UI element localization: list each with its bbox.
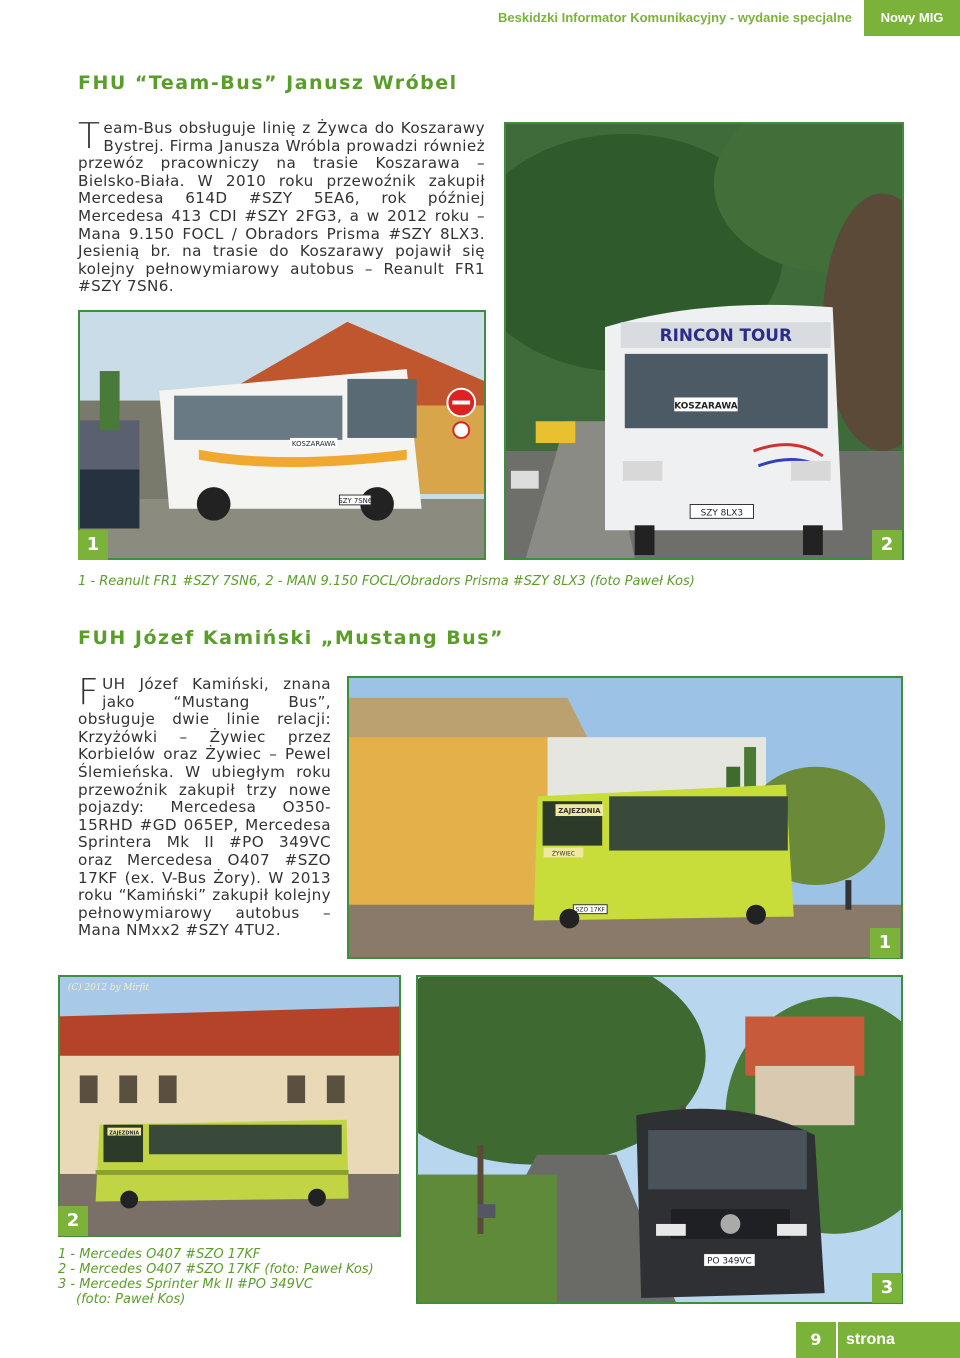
photo3-sign-text: ZAJEZDNIA	[558, 807, 601, 816]
drop-cap: T	[78, 116, 101, 157]
photo-number-s2-1: 1	[870, 928, 900, 958]
section-title-team-bus: FHU “Team-Bus” Janusz Wróbel	[78, 72, 458, 94]
page-label: strona	[846, 1331, 895, 1348]
article-mustang-bus	[78, 672, 331, 940]
section-title-mustang-bus: FUH Józef Kamiński „Mustang Bus”	[78, 627, 505, 649]
photo2-plate-text: SZY 8LX3	[700, 508, 744, 519]
caption-line-2: 2 - Mercedes O407 #SZO 17KF (foto: Paweł Kos)	[58, 1262, 374, 1277]
photo1-sign-text: KOSZARAWA	[291, 439, 336, 448]
photo-mercedes-o407-depot	[347, 676, 903, 959]
photo-renault-fr1	[78, 310, 486, 560]
drop-cap: F	[78, 672, 100, 713]
photo2-sign-text: KOSZARAWA	[674, 401, 738, 412]
footer-divider	[836, 1322, 838, 1358]
photo-number-2: 2	[872, 530, 902, 560]
photo3-plate-text: SZO 17KF	[575, 906, 605, 914]
caption-line-3: 3 - Mercedes Sprinter Mk II #PO 349VC	[58, 1277, 313, 1292]
article-text: UH Józef Kamiński, znana jako “Mustang Bus”, obsługuje dwie linie relacji: Krzyżówki – Żywiec przez Korbielów oraz Żywiec – Pewel Ślemieńska. W ubiegłym roku przewoźnik zakupił trzy nowe pojazdy: Mercedesa O350-15RHD #GD 065EP, Mercedesa Sprintera Mk II #PO 349VC oraz Mercedesa O407 #SZO 17KF (ex. V-Bus Żory). W 2013 roku “Kamiński” zakupił kolejny pełnowymiarowy autobus – Mana NMxx2 #SZY 4TU2.	[78, 675, 331, 940]
photo-o407-station-illustration	[60, 977, 399, 1235]
photo-number-s2-3: 3	[872, 1273, 902, 1303]
photo3-side-text: ŻYWIEC	[551, 850, 576, 858]
publication-title: Beskidzki Informator Komunikacyjny - wydanie specjalne	[498, 10, 852, 25]
photo-number-s2-2: 2	[58, 1206, 88, 1236]
photo-mercedes-sprinter	[416, 975, 903, 1304]
photo-captions-section2	[58, 1247, 408, 1307]
photo2-brand-text: RINCON TOUR	[659, 324, 792, 346]
photo4-watermark: (C) 2012 by Mirfit	[67, 982, 150, 993]
page-footer	[796, 1322, 960, 1358]
magazine-tag: Nowy MIG	[864, 0, 960, 36]
caption-line-1: 1 - Mercedes O407 #SZO 17KF	[58, 1247, 261, 1262]
photo-sprinter-illustration	[418, 977, 901, 1302]
photo-o407-illustration	[349, 678, 901, 957]
photo-man-illustration	[506, 124, 902, 558]
photo-mercedes-o407-station	[58, 975, 401, 1237]
photo4-sign-text: ZAJEZDNIA	[109, 1130, 140, 1137]
photo-caption-section1: 1 - Reanult FR1 #SZY 7SN6, 2 - MAN 9.150 FOCL/Obradors Prisma #SZY 8LX3 (foto Paweł Kos)	[78, 574, 695, 589]
caption-line-4: (foto: Paweł Kos)	[76, 1292, 186, 1307]
photo-number-1: 1	[78, 530, 108, 560]
photo-renault-illustration	[80, 312, 484, 558]
page-number: 9	[810, 1330, 822, 1349]
page-header	[0, 0, 960, 36]
photo1-plate-text: SZY 7SN6	[338, 496, 373, 505]
article-text: eam-Bus obsługuje linię z Żywca do Koszarawy Bystrej. Firma Janusza Wróbla prowadzi również przewóz pracowniczy na trasie Koszarawa – Bielsko-Biała. W 2010 roku przewoźnik zakupił Mercedesa 614D #SZY 5EA6, rok później Mercedesa 413 CDI #SZY 2FG3, a w 2012 roku – Mana 9.150 FOCL / Obradors Prisma #SZY 8LX3. Jesienią br. na trasie do Koszarawy pojawił się kolejny pełnowymiarowy autobus – Reanult FR1 #SZY 7SN6.	[78, 119, 485, 296]
photo-man-rincon-tour	[504, 122, 904, 560]
photo5-plate-text: PO 349VC	[707, 1256, 752, 1267]
article-team-bus	[78, 116, 485, 296]
